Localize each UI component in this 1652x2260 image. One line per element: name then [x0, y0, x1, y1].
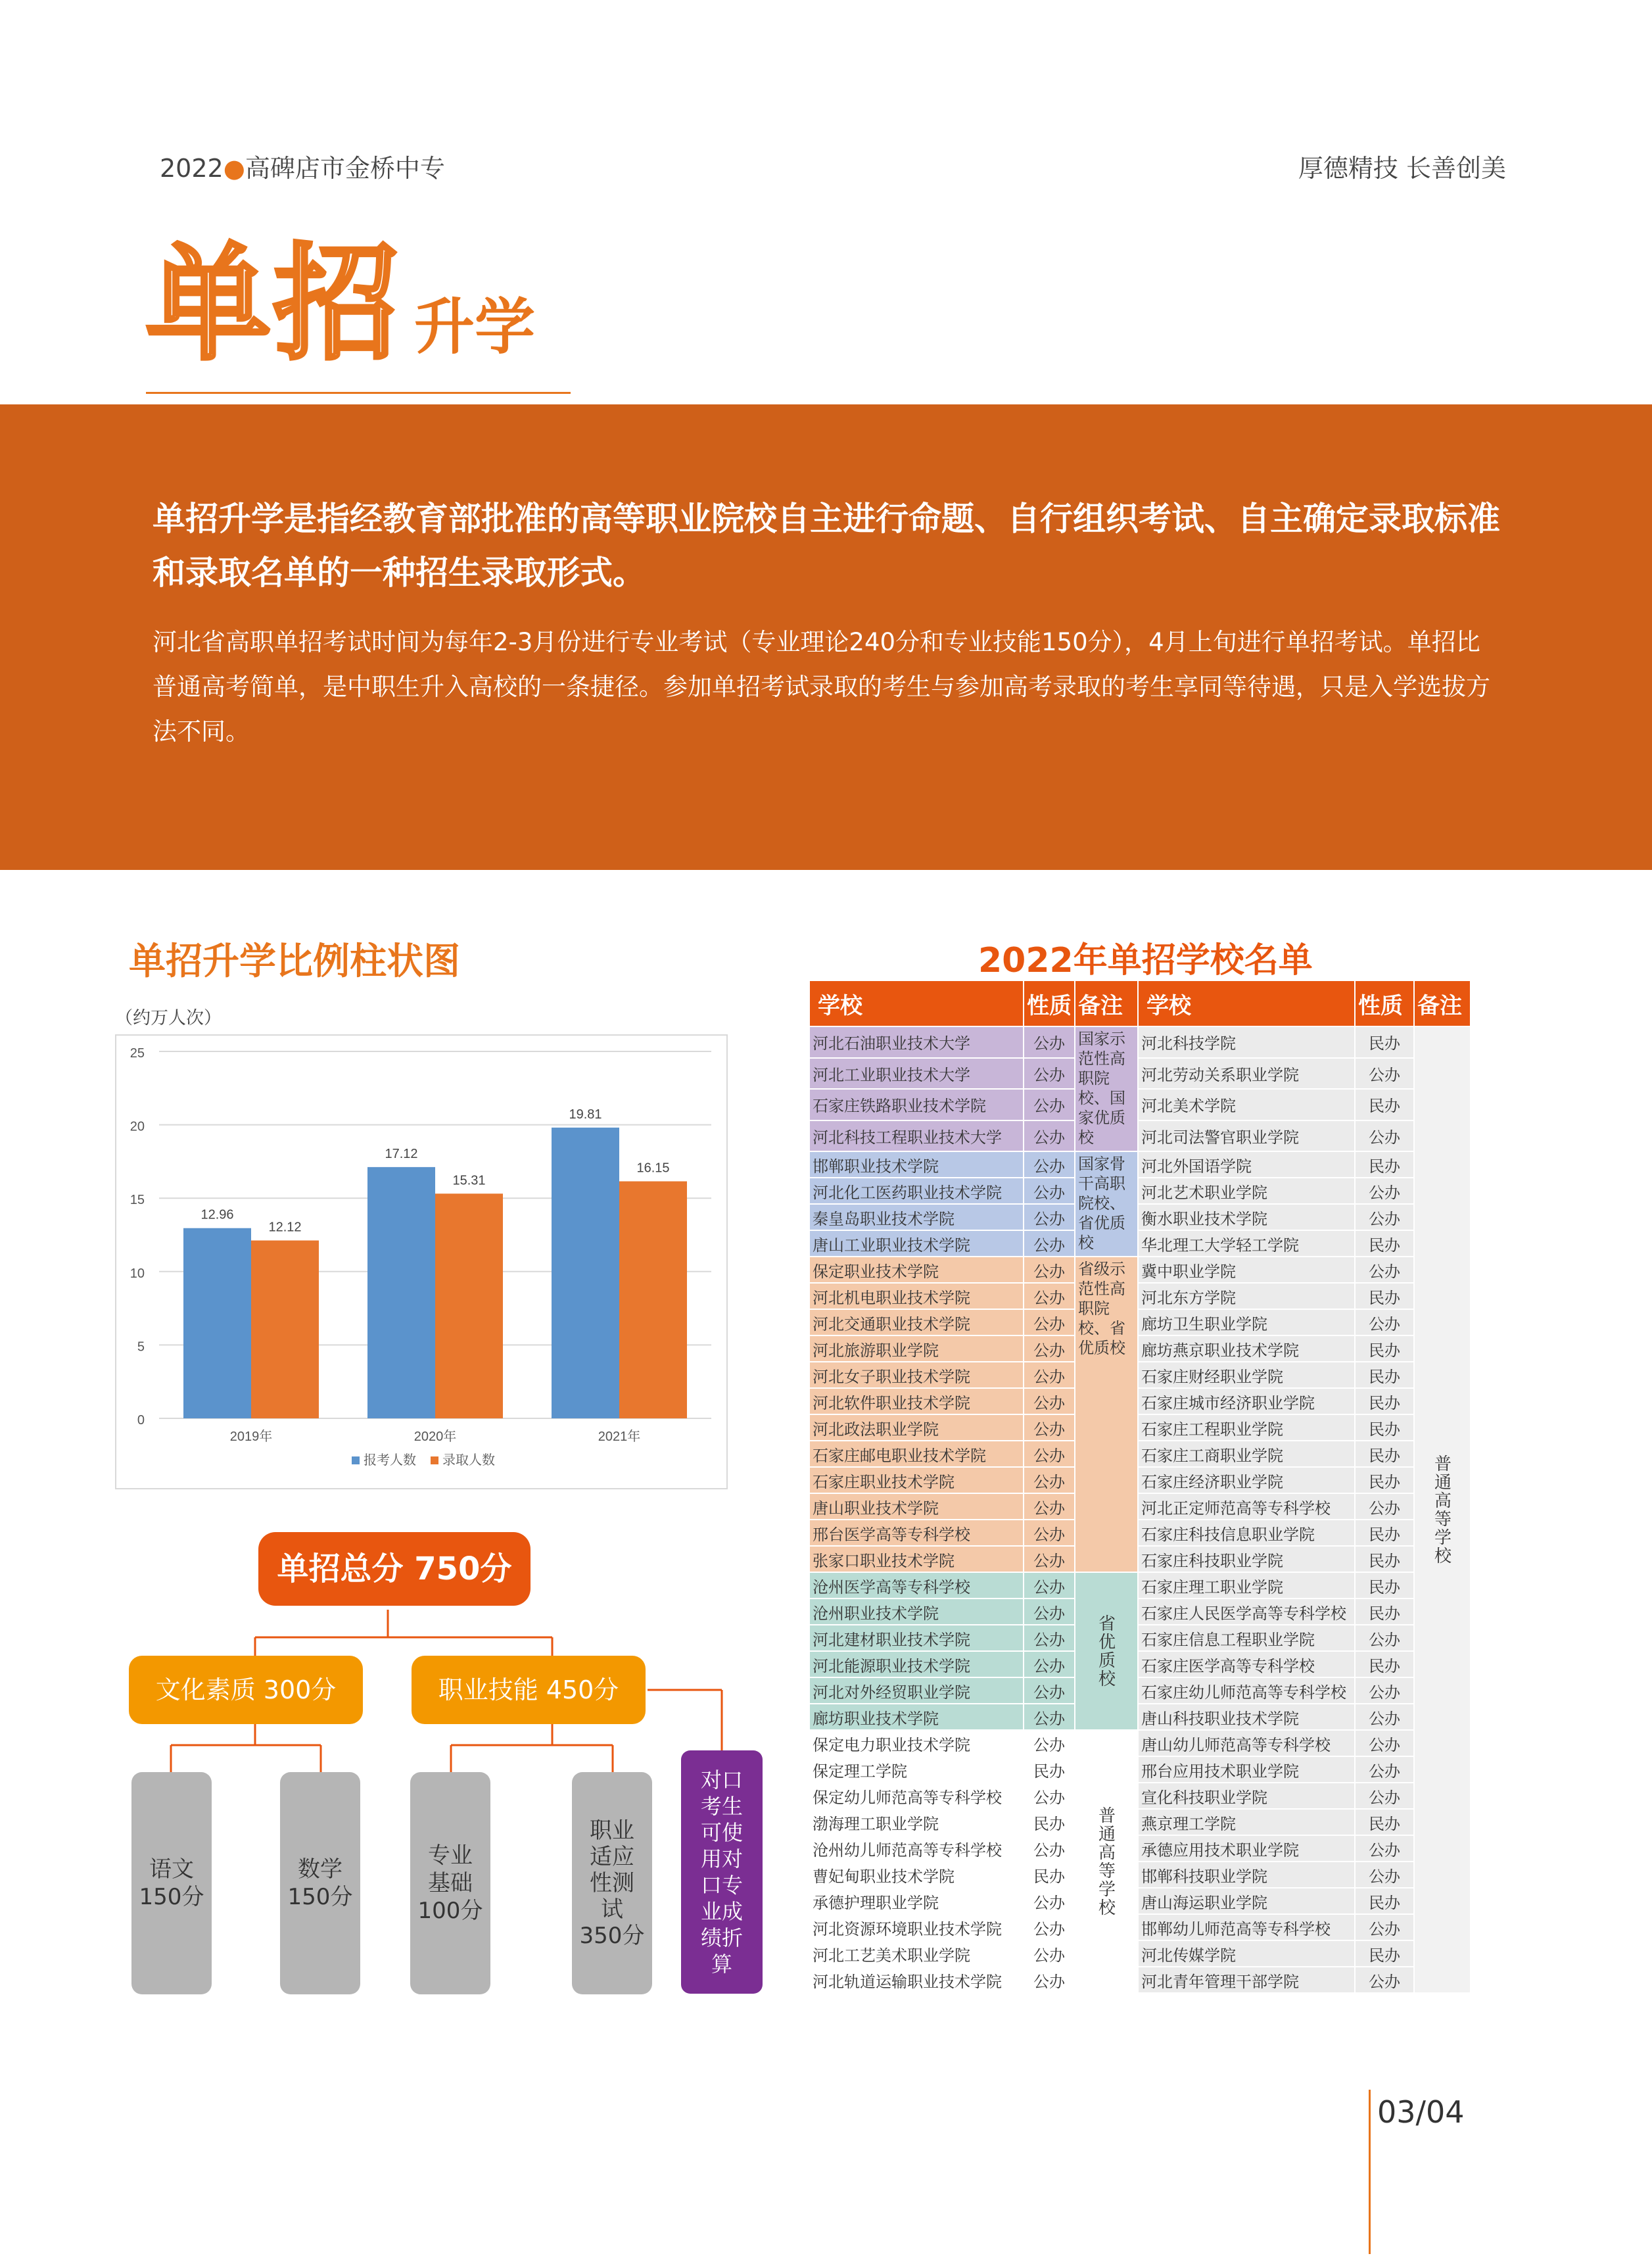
school-list-title: 2022年单招学校名单 [978, 941, 1313, 980]
school-type: 公办 [1355, 1677, 1414, 1704]
table-row [809, 1257, 1471, 1283]
school-name: 保定理工学院 [809, 1756, 1024, 1783]
table-row [809, 1835, 1471, 1862]
school-name: 河北工业职业技术大学 [809, 1058, 1024, 1090]
table-row [809, 1704, 1471, 1730]
school-type: 公办 [1024, 1493, 1075, 1520]
school-name: 唐山海运职业学院 [1138, 1888, 1355, 1914]
school-type: 公办 [1355, 1309, 1414, 1335]
school-name: 燕京理工学院 [1138, 1809, 1355, 1835]
school-type: 民办 [1355, 1888, 1414, 1914]
school-type: 民办 [1355, 1599, 1414, 1625]
school-name: 河北艺术职业学院 [1138, 1178, 1355, 1204]
school-name: 衡水职业技术学院 [1138, 1204, 1355, 1230]
col-header-school: 学校 [809, 980, 1024, 1026]
school-type: 民办 [1355, 1441, 1414, 1467]
table-row [809, 1914, 1471, 1940]
school-name: 唐山幼儿师范高等专科学校 [1138, 1730, 1355, 1756]
school-name: 唐山科技职业技术学院 [1138, 1704, 1355, 1730]
school-type: 公办 [1024, 1520, 1075, 1546]
x-tick-label: 2021年 [598, 1430, 641, 1444]
school-type: 民办 [1355, 1388, 1414, 1414]
school-type: 民办 [1024, 1862, 1075, 1888]
school-name: 廊坊卫生职业学院 [1138, 1309, 1355, 1335]
table-row [809, 1940, 1471, 1967]
school-type: 公办 [1024, 1888, 1075, 1914]
school-note: 省优质校 [1075, 1572, 1138, 1730]
school-name: 石家庄人民医学高等专科学校 [1138, 1599, 1355, 1625]
table-row [809, 1967, 1471, 1993]
school-type: 公办 [1355, 1914, 1414, 1940]
school-type: 公办 [1024, 1441, 1075, 1467]
table-row [809, 1335, 1471, 1362]
school-name: 河北对外经贸职业学院 [809, 1677, 1024, 1704]
table-row [809, 1230, 1471, 1257]
school-type: 公办 [1024, 1704, 1075, 1730]
table-row [809, 1862, 1471, 1888]
school-name: 河北正定师范高等专科学校 [1138, 1493, 1355, 1520]
school-name: 石家庄财经职业学院 [1138, 1362, 1355, 1388]
school-name: 石家庄科技信息职业学院 [1138, 1520, 1355, 1546]
table-row [809, 1178, 1471, 1204]
school-type: 公办 [1024, 1230, 1075, 1257]
table-row [809, 1730, 1471, 1756]
school-type: 民办 [1355, 1809, 1414, 1835]
table-row [809, 1677, 1471, 1704]
school-name: 河北轨道运输职业技术学院 [809, 1967, 1024, 1993]
school-type: 公办 [1024, 1625, 1075, 1651]
school-note: 国家骨干高职院校、省优质校 [1075, 1151, 1138, 1257]
legend-label: 报考人数 [364, 1453, 416, 1468]
school-table [809, 980, 1471, 1994]
school-name: 石家庄铁路职业技术学院 [809, 1089, 1024, 1120]
school-type: 公办 [1024, 1178, 1075, 1204]
school-type: 民办 [1355, 1026, 1414, 1058]
school-type: 公办 [1024, 1835, 1075, 1862]
school-type: 公办 [1024, 1120, 1075, 1152]
school-name: 河北建材职业技术学院 [809, 1625, 1024, 1651]
school-type: 民办 [1355, 1283, 1414, 1309]
school-name: 河北化工医药职业技术学院 [809, 1178, 1024, 1204]
school-name: 河北资源环境职业技术学院 [809, 1914, 1024, 1940]
school-type: 公办 [1024, 1283, 1075, 1309]
table-row [809, 1493, 1471, 1520]
flow-dui-box: 对口 考生 可使 用对 口专 业成 绩折 算 [681, 1750, 763, 1994]
school-type: 民办 [1355, 1520, 1414, 1546]
school-type: 公办 [1024, 1151, 1075, 1178]
school-type: 公办 [1355, 1704, 1414, 1730]
flow-total-box: 单招总分 750分 [258, 1532, 531, 1606]
school-name: 沧州幼儿师范高等专科学校 [809, 1835, 1024, 1862]
school-name: 河北外国语学院 [1138, 1151, 1355, 1178]
school-type: 公办 [1355, 1257, 1414, 1283]
school-note: 省级示范性高职院校、省优质校 [1075, 1257, 1138, 1572]
bar-chart-frame [115, 1034, 728, 1489]
school-type: 公办 [1024, 1058, 1075, 1090]
bar [552, 1128, 619, 1418]
table-row [809, 1467, 1471, 1493]
table-row [809, 1309, 1471, 1335]
data-label: 12.96 [201, 1207, 234, 1222]
school-type: 公办 [1024, 1914, 1075, 1940]
table-row [809, 1089, 1471, 1120]
table-row [809, 1414, 1471, 1441]
school-type: 公办 [1024, 1467, 1075, 1493]
school-type: 民办 [1355, 1572, 1414, 1599]
table-header-row [809, 980, 1471, 1026]
school-name: 河北交通职业技术学院 [809, 1309, 1024, 1335]
school-name: 河北女子职业技术学院 [809, 1362, 1024, 1388]
table-row [809, 1151, 1471, 1178]
school-name: 石家庄信息工程职业学院 [1138, 1625, 1355, 1651]
school-name: 河北软件职业技术学院 [809, 1388, 1024, 1414]
table-row [809, 1651, 1471, 1677]
table-row [809, 1204, 1471, 1230]
school-name: 保定职业技术学院 [809, 1257, 1024, 1283]
school-type: 公办 [1355, 1625, 1414, 1651]
col-header-type: 性质 [1024, 980, 1075, 1026]
school-type: 公办 [1024, 1309, 1075, 1335]
page-title: 单招 [146, 231, 402, 377]
school-type: 民办 [1355, 1467, 1414, 1493]
school-type: 公办 [1024, 1388, 1075, 1414]
school-type: 民办 [1355, 1414, 1414, 1441]
school-note: 国家示范性高职院校、国家优质校 [1075, 1026, 1138, 1151]
table-row [809, 1756, 1471, 1783]
school-name: 石家庄工程职业学院 [1138, 1414, 1355, 1441]
school-name: 张家口职业技术学院 [809, 1546, 1024, 1572]
header-left: 2022●高碑店市金桥中专 [160, 154, 445, 183]
school-name: 秦皇岛职业技术学院 [809, 1204, 1024, 1230]
school-type: 公办 [1024, 1257, 1075, 1283]
school-type: 公办 [1355, 1756, 1414, 1783]
school-type: 民办 [1355, 1151, 1414, 1178]
bar [367, 1167, 435, 1418]
flow-skill-box: 职业技能 450分 [412, 1656, 646, 1724]
table-row [809, 1888, 1471, 1914]
school-name: 渤海理工职业学院 [809, 1809, 1024, 1835]
school-name: 河北石油职业技术大学 [809, 1026, 1024, 1058]
school-type: 公办 [1355, 1120, 1414, 1152]
school-type: 公办 [1355, 1967, 1414, 1993]
school-type: 民办 [1355, 1940, 1414, 1967]
col-header-note: 备注 [1075, 980, 1138, 1026]
school-name: 河北司法警官职业学院 [1138, 1120, 1355, 1152]
flow-culture-box: 文化素质 300分 [129, 1656, 363, 1724]
school-type: 公办 [1024, 1677, 1075, 1704]
school-type: 公办 [1024, 1940, 1075, 1967]
y-tick-label: 10 [130, 1266, 145, 1281]
data-label: 12.12 [268, 1220, 302, 1235]
school-name: 宣化科技职业学院 [1138, 1783, 1355, 1809]
school-name: 石家庄理工职业学院 [1138, 1572, 1355, 1599]
table-row [809, 1441, 1471, 1467]
school-name: 沧州职业技术学院 [809, 1599, 1024, 1625]
table-row [809, 1362, 1471, 1388]
school-type: 民办 [1355, 1089, 1414, 1120]
legend-label: 录取人数 [442, 1453, 495, 1468]
school-type: 公办 [1024, 1599, 1075, 1625]
bar [251, 1240, 319, 1418]
school-type: 公办 [1355, 1835, 1414, 1862]
col-header-note-2: 备注 [1414, 980, 1471, 1026]
school-name: 保定幼儿师范高等专科学校 [809, 1783, 1024, 1809]
table-row [809, 1625, 1471, 1651]
flow-aptitude-box: 职业 适应 性测 试 350分 [572, 1772, 652, 1994]
page-number: 03/04 [1377, 2094, 1465, 2130]
x-tick-label: 2019年 [229, 1430, 273, 1444]
school-type: 公办 [1024, 1572, 1075, 1599]
school-type: 公办 [1024, 1335, 1075, 1362]
table-row [809, 1546, 1471, 1572]
school-name: 邯郸幼儿师范高等专科学校 [1138, 1914, 1355, 1940]
table-row [809, 1388, 1471, 1414]
school-name: 廊坊燕京职业技术学院 [1138, 1335, 1355, 1362]
bar [435, 1193, 503, 1418]
school-name: 保定电力职业技术学院 [809, 1730, 1024, 1756]
school-name: 河北科技学院 [1138, 1026, 1355, 1058]
bar-chart [116, 1036, 726, 1488]
school-name: 河北能源职业技术学院 [809, 1651, 1024, 1677]
school-name: 邯郸科技职业学院 [1138, 1862, 1355, 1888]
school-name: 唐山工业职业技术学院 [809, 1230, 1024, 1257]
school-name: 廊坊职业技术学院 [809, 1704, 1024, 1730]
school-type: 公办 [1355, 1178, 1414, 1204]
school-name: 河北政法职业学院 [809, 1414, 1024, 1441]
school-type: 公办 [1024, 1089, 1075, 1120]
school-type: 民办 [1355, 1546, 1414, 1572]
school-type: 公办 [1355, 1862, 1414, 1888]
school-type: 公办 [1355, 1730, 1414, 1756]
school-name: 石家庄科技职业学院 [1138, 1546, 1355, 1572]
page-subtitle: 升学 [414, 292, 536, 362]
school-name: 邯郸职业技术学院 [809, 1151, 1024, 1178]
chart-unit: （约万人次） [115, 1008, 222, 1028]
school-name: 河北传媒学院 [1138, 1940, 1355, 1967]
table-row [809, 1809, 1471, 1835]
school-type: 公办 [1355, 1204, 1414, 1230]
data-label: 15.31 [452, 1173, 486, 1188]
header-motto: 厚德精技 长善创美 [1298, 154, 1506, 183]
school-type: 公办 [1024, 1651, 1075, 1677]
school-type: 公办 [1024, 1967, 1075, 1993]
table-row [809, 1783, 1471, 1809]
school-name: 河北美术学院 [1138, 1089, 1355, 1120]
school-name: 河北劳动关系职业学院 [1138, 1058, 1355, 1090]
data-label: 19.81 [569, 1107, 602, 1122]
school-name: 曹妃甸职业技术学院 [809, 1862, 1024, 1888]
school-name: 石家庄经济职业学院 [1138, 1467, 1355, 1493]
school-name: 石家庄工商职业学院 [1138, 1441, 1355, 1467]
y-tick-label: 20 [130, 1119, 145, 1134]
data-label: 16.15 [636, 1161, 670, 1176]
table-row [809, 1283, 1471, 1309]
school-name: 唐山职业技术学院 [809, 1493, 1024, 1520]
school-type: 公办 [1355, 1783, 1414, 1809]
school-name: 石家庄职业技术学院 [809, 1467, 1024, 1493]
table-row [809, 1599, 1471, 1625]
school-type: 公办 [1024, 1362, 1075, 1388]
school-type: 公办 [1024, 1783, 1075, 1809]
table-row [809, 1520, 1471, 1546]
table-row [809, 1120, 1471, 1152]
school-type: 民办 [1355, 1230, 1414, 1257]
title-underline [146, 392, 571, 394]
school-name: 石家庄幼儿师范高等专科学校 [1138, 1677, 1355, 1704]
school-name: 河北科技工程职业技术大学 [809, 1120, 1024, 1152]
y-tick-label: 5 [137, 1339, 145, 1355]
school-type: 民办 [1355, 1362, 1414, 1388]
x-tick-label: 2020年 [413, 1430, 457, 1444]
table-row [809, 1058, 1471, 1090]
page-number-rule [1369, 2090, 1371, 2254]
col-header-type-2: 性质 [1355, 980, 1414, 1026]
intro-lead: 单招升学是指经教育部批准的高等职业院校自主进行命题、自行组织考试、自主确定录取标准和录取名单的一种招生录取形式。 [153, 500, 1500, 592]
table-row [809, 1026, 1471, 1058]
chart-section-title: 单招升学比例柱状图 [129, 940, 460, 983]
school-type: 公办 [1355, 1493, 1414, 1520]
school-type: 公办 [1024, 1026, 1075, 1058]
legend-swatch [431, 1456, 438, 1464]
school-name: 承德护理职业学院 [809, 1888, 1024, 1914]
school-type: 公办 [1024, 1546, 1075, 1572]
school-type: 民办 [1024, 1809, 1075, 1835]
school-name: 石家庄邮电职业技术学院 [809, 1441, 1024, 1467]
school-name: 华北理工大学轻工学院 [1138, 1230, 1355, 1257]
school-name: 河北东方学院 [1138, 1283, 1355, 1309]
school-name: 邢台医学高等专科学校 [809, 1520, 1024, 1546]
school-name: 河北青年管理干部学院 [1138, 1967, 1355, 1993]
school-name: 石家庄城市经济职业学院 [1138, 1388, 1355, 1414]
school-type: 民办 [1355, 1335, 1414, 1362]
bar [183, 1228, 251, 1418]
school-note: 普通高等学校 [1414, 1026, 1471, 1993]
y-tick-label: 15 [130, 1193, 145, 1208]
school-name: 河北旅游职业学院 [809, 1335, 1024, 1362]
bullet-dot-icon: ● [223, 154, 245, 183]
school-type: 公办 [1355, 1058, 1414, 1090]
school-type: 公办 [1024, 1730, 1075, 1756]
y-tick-label: 25 [130, 1046, 145, 1061]
school-name: 河北机电职业技术学院 [809, 1283, 1024, 1309]
flow-math-box: 数学 150分 [280, 1772, 360, 1994]
school-name: 石家庄医学高等专科学校 [1138, 1651, 1355, 1677]
school-name: 冀中职业学院 [1138, 1257, 1355, 1283]
flow-chinese-box: 语文 150分 [131, 1772, 212, 1994]
intro-body: 河北省高职单招考试时间为每年2-3月份进行专业考试（专业理论240分和专业技能150分），4月上旬进行单招考试。单招比普通高考简单，是中职生升入高校的一条捷径。参加单招考试录取的考生与参加高考录取的考生享同等待遇，只是入学选拔方法不同。 [153, 628, 1490, 746]
school-type: 民办 [1355, 1651, 1414, 1677]
bar [619, 1182, 687, 1418]
school-type: 公办 [1024, 1414, 1075, 1441]
school-type: 民办 [1024, 1756, 1075, 1783]
school-name: 河北工艺美术职业学院 [809, 1940, 1024, 1967]
school-name: 沧州医学高等专科学校 [809, 1572, 1024, 1599]
school-note: 普通高等学校 [1075, 1730, 1138, 1993]
y-tick-label: 0 [137, 1413, 145, 1428]
table-row [809, 1572, 1471, 1599]
school-name: 邢台应用技术职业学院 [1138, 1756, 1355, 1783]
school-type: 公办 [1024, 1204, 1075, 1230]
legend-swatch [352, 1456, 360, 1464]
col-header-school-2: 学校 [1138, 980, 1355, 1026]
flow-major-box: 专业 基础 100分 [410, 1772, 490, 1994]
school-name: 承德应用技术职业学院 [1138, 1835, 1355, 1862]
data-label: 17.12 [385, 1146, 418, 1161]
